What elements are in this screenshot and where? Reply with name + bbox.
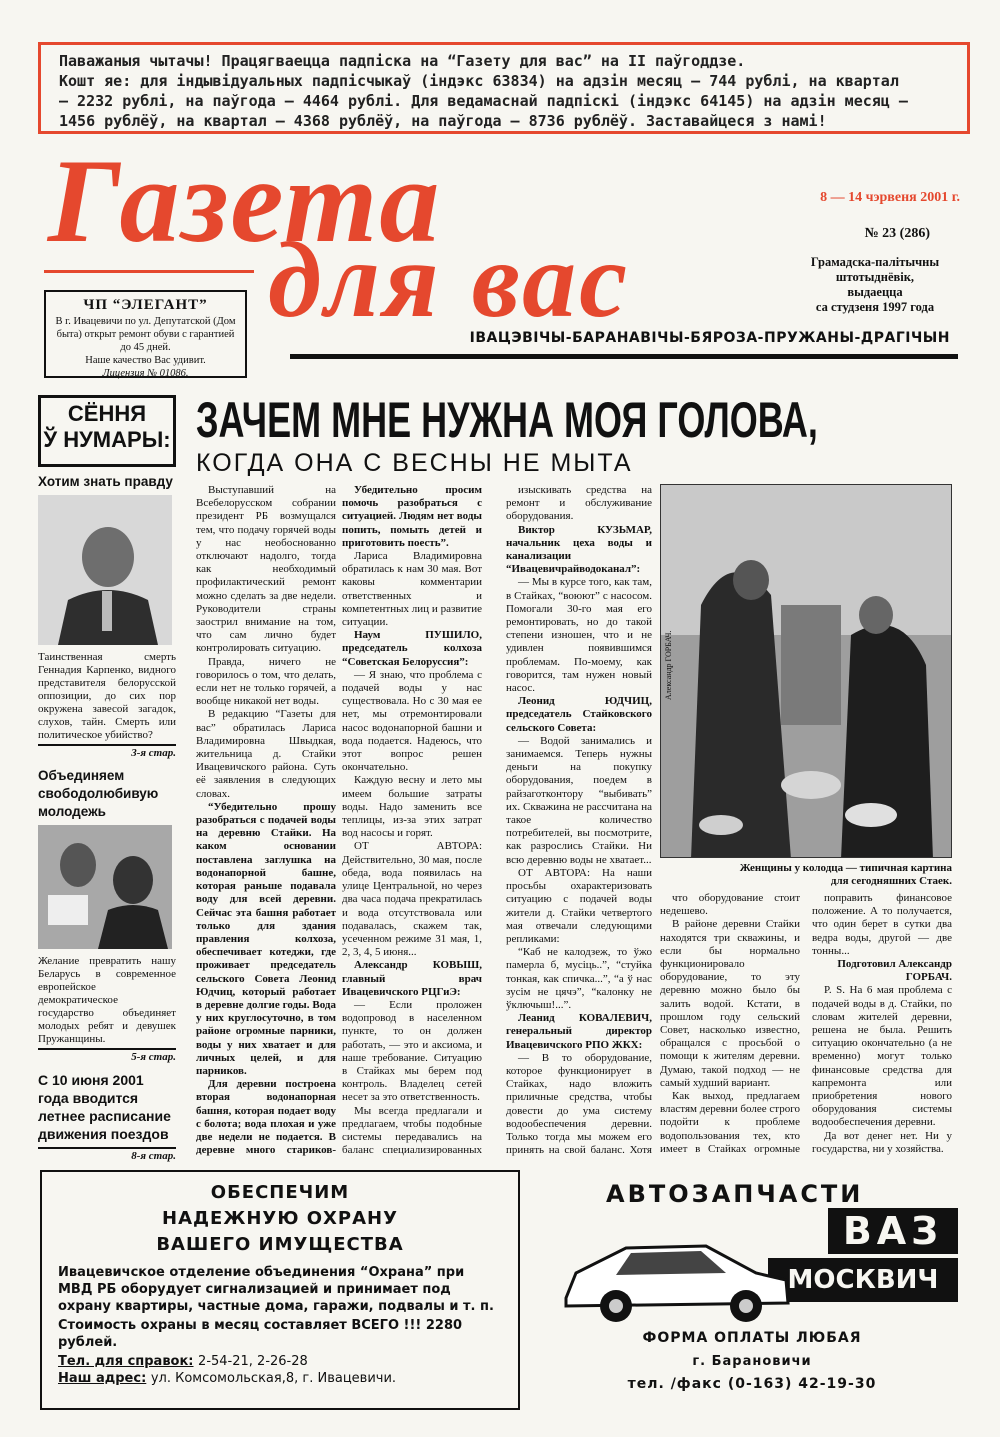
paragraph: Для деревни построена вторая водонапорная башня, которая подает воду с болота; вода плохая и уже две недели не подается. В деревне много стариков- <box>196 1078 336 1156</box>
vaz-badge: ВАЗ <box>828 1208 958 1254</box>
address-value: ул. Комсомольская,8, г. Ивацевичи. <box>150 1371 397 1386</box>
paragraph: изыскивать средства на ремонт и обслуживание оборудования. <box>506 484 652 523</box>
paragraph: Убедительно просим помочь разобраться с ситуацией. Людям нет воды попить, помыть детей и приготовить поесть”. <box>342 484 482 549</box>
paragraph: “Каб не калодзеж, то ўжо памерла б, мусіць..”, “стуйка тонкая, как спичка...”, “а ў нас зусім не цячэ”, “калонку не ўключыш!...”. <box>506 946 652 1011</box>
paragraph: — В то оборудование, которое функционирует в Стайках, надо вложить приличные средства, чтобы довести до ума систему водообеспечения деревни. Только тогда мы можем его принять на свой баланс. Хотя <box>506 1051 652 1156</box>
moskvich-badge: МОСКВИЧ <box>768 1258 958 1302</box>
autoparts-ad <box>546 1170 958 1410</box>
photo-credit: Александр ГОРБАЧ. <box>664 630 673 700</box>
well-image <box>661 485 952 858</box>
elegant-ad-license: Лицензия № 01086. <box>102 368 189 379</box>
security-ad-price: Стоимость охраны в месяц составляет ВСЕГО !!! 2280 рублей. <box>58 1318 463 1350</box>
well-photo <box>660 484 952 858</box>
security-ad <box>40 1170 520 1410</box>
article-column-3 <box>506 484 652 1156</box>
sidebar-item-text: Желание превратить нашу Беларусь в современное европейское демократическое государство объединяет молодых ребят и девушек Пружанщины. <box>38 955 176 1045</box>
paragraph: Мы всегда предлагали и предлагаем, чтобы подобные системы передавались на баланс специализированных <box>342 1104 482 1156</box>
publication-info-line: Грамадска-палітычны <box>810 255 940 269</box>
sidebar-header <box>38 395 176 467</box>
caption-line: для сегодняшних Стаек. <box>830 875 952 887</box>
article-headline: ЗАЧЕМ МНЕ НУЖНА МОЯ ГОЛОВА, <box>196 392 818 448</box>
sidebar-item-kicker: Хотим знать правду <box>38 474 173 489</box>
caption-line: Женщины у колодца — типичная картина <box>739 862 952 874</box>
security-ad-heading: ВАШЕГО ИМУЩЕСТВА <box>156 1234 404 1255</box>
address-label: Наш адрес: <box>58 1371 147 1386</box>
sidebar-item-text: Таинственная смерть Геннадия Карпенко, видного представителя белорусской оппозиции, до сих пор окружена завесой загадок, слухов, тайн. Смерть или политическое убийство? <box>38 651 176 741</box>
sidebar-item-page[interactable]: 3-я стар. <box>38 744 176 759</box>
youth-photo <box>38 825 172 949</box>
masthead-divider <box>290 354 958 359</box>
masthead-subtitle: для вас <box>268 221 631 340</box>
author-signature: Подготовил Александр ГОРБАЧ. <box>837 958 952 984</box>
sidebar-item-page[interactable]: 8-я стар. <box>38 1147 176 1162</box>
sidebar-item-page[interactable]: 5-я стар. <box>38 1048 176 1063</box>
elegant-ad <box>44 290 247 378</box>
paragraph: что оборудование стоит недешево. <box>660 892 800 918</box>
city-name: г. Барановичи <box>692 1354 812 1369</box>
subscription-line: 1456 рублёў, на квартал — 4368 рублёў, на паўгода — 8736 рублёў. Заставайцеся з намі! <box>59 112 827 130</box>
elegant-ad-text2: Наше качество Вас удивит. <box>85 355 206 366</box>
security-ad-heading: НАДЕЖНУЮ ОХРАНУ <box>162 1208 398 1229</box>
sidebar-item-kicker: С 10 июня 2001 года вводится летнее расписание движения поездов <box>38 1072 171 1142</box>
paragraph: Каждую весну и лето мы имеем большие затраты воды. Надо заменить все теплицы, из-за этих затрат вод насосы и горят. <box>342 774 482 840</box>
publication-info-line: выдаецца <box>847 285 903 299</box>
security-ad-address <box>42 1370 518 1387</box>
karpenko-photo <box>38 495 172 645</box>
article-column-2 <box>342 484 482 1156</box>
paragraph: — Я знаю, что проблема с подачей воды у нас существовала. Но с 30 мая ее нет, мы отремонтировали насос водонапорной башни и вода подается. Надеюсь, что этот вопрос решен окончательно. <box>342 668 482 774</box>
paragraph: ОТ АВТОРА: На наши просьбы охарактеризовать ситуацию с подачей воды жители д. Стайки четвертого мая отвечали следующими репликами: <box>506 866 652 945</box>
article-column-1 <box>196 484 336 1156</box>
security-ad-heading: ОБЕСПЕЧИМ <box>210 1182 350 1203</box>
elegant-ad-text: В г. Ивацевичи по ул. Депутатской (Дом быта) открыт ремонт обуви с гарантией до 45 дней. <box>55 316 236 353</box>
paragraph: “Убедительно прошу разобраться с подачей воды на деревню Стайки. На каком основании поставлена заглушка на водонапорной башне, которая раньше подавала воду для всей деревни. Сейчас эта башня работает только для здания правления колхоза, обеспечивает котеджи, где проживает председатель сельского Совета Леонид Юдчиц, который работает в деревне долгие годы. Вода у них круглосуточно, в том районе огромные парники, воды у них хватает и для личных целей, и для парников. <box>196 800 336 1077</box>
sidebar-header-line: СЁННЯ <box>67 401 147 426</box>
article-subhead: КОГДА ОНА С ВЕСНЫ НЕ МЫТА <box>196 449 633 477</box>
autoparts-title: АВТОЗАПЧАСТИ <box>606 1180 864 1208</box>
masthead-rule <box>44 270 254 273</box>
masthead-title: Газета <box>48 134 442 267</box>
publication-info <box>800 255 950 315</box>
paragraph: Да вот денег нет. Ни у государства, ни у хозяйства. <box>812 1129 952 1155</box>
issue-number: № 23 (286) <box>864 226 930 241</box>
paragraph: Виктор КУЗЬМАР, начальник цеха воды и канализации “Ивацевичрайводоканал”: <box>506 523 652 576</box>
paragraph: Правда, ничего не говорилось о том, что делать, если нет не только горячей, а вообще никакой нет воды. <box>196 655 336 708</box>
article-column-5 <box>812 892 952 1156</box>
paragraph: Леанид КОВАЛЕВИЧ, генеральный директор Ивацевичского РПО ЖКХ: <box>506 1012 652 1051</box>
subscription-line: Паважаныя чытачы! Працягваецца падпіска на “Газету для вас” на II паўгоддзе. <box>59 52 746 70</box>
autoparts-phone: тел. /факс (0-163) 42-19-30 <box>627 1376 877 1392</box>
security-ad-text: Ивацевичское отделение объединения “Охрана” при МВД РБ оборудует сигнализацией и принимает под охрану квартиры, частные дома, гаражи, подвалы и т. п. <box>58 1265 494 1314</box>
towns-strip: ІВАЦЭВІЧЫ-БАРАНАВІЧЫ-БЯРОЗА-ПРУЖАНЫ-ДРАГІЧЫН <box>469 330 950 346</box>
paragraph: В районе деревни Стайки находятся три скважины, и если бы нормально функционировало оборудование, то эту деревню можно было бы залить водой. Кстати, в прошлом году сельский Совет, насколько известно, обращался с просьбой о помощи к жителям деревни. Думаю, такой подход — не самый худший вариант. <box>660 918 800 1089</box>
photo-caption <box>680 862 952 888</box>
sidebar-item-kicker: Объединяем свободолюбивую молодежь <box>38 768 159 819</box>
phone-label: Тел. для справок: <box>58 1354 194 1369</box>
subscription-line: Кошт яе: для індывідуальных падпісчыкаў (індэкс 63834) на адзін месяц — 744 рублі, на квартал <box>59 72 899 90</box>
paragraph: Наум ПУШИЛО, председатель колхоза “Советская Белоруссия”: <box>342 629 482 668</box>
sidebar-header-line: Ў НУМАРЫ: <box>43 427 171 452</box>
security-ad-phone <box>42 1351 518 1370</box>
subscription-notice <box>38 42 970 134</box>
payment-note: ФОРМА ОПЛАТЫ ЛЮБАЯ <box>642 1330 862 1346</box>
publication-info-line: са студзеня 1997 года <box>815 300 935 314</box>
publication-info-line: штотыднёвік, <box>835 270 915 284</box>
paragraph: P. S. На 6 мая проблема с подачей воды в д. Стайки, по словам жителей деревни, решена не была. Решить ситуацию окончательно (а не временно) могут только финансовые средства для капремонта или приобретения нового оборудования системы водообеспечения деревни. <box>812 984 952 1129</box>
paragraph: — Мы в курсе того, как там, в Стайках, “воюют” с насосом. Помогали 30-го мая его ремонтировать, но до такой степени изношен, что и не удивлен появившимся проблемам. По-моему, как говорится, там нужен новый насос. <box>506 576 652 695</box>
in-this-issue-sidebar <box>38 395 176 1162</box>
issue-date: 8 — 14 чэрвеня 2001 г. <box>820 190 960 205</box>
paragraph: Выступавший на Всебелорусском собрании президент РБ возмущался тем, что подачу горячей воды у нас необоснованно отключают надолго, тогда как необходимый профилактический ремонт можно сделать за две недели. Руководители страны заострил внимание на том, что сам лично будет контролировать ситуацию. <box>196 484 336 655</box>
paragraph: поправить финансовое положение. А то получается, что один берет в сутки два ведра воды, другой — две тонны... <box>812 892 952 957</box>
article-column-4 <box>660 892 800 1156</box>
paragraph: В редакцию “Газеты для вас” обратилась Лариса Владимировна Швыдкая, жительница д. Стайки Ивацевичского района. Суть её заявления в следующих словах. <box>196 708 336 800</box>
portrait-image <box>38 495 172 645</box>
paragraph: Лариса Владимировна обратилась к нам 30 мая. Вот каковы комментарии ответственных и компетентных лиц и развитие ситуации. <box>342 550 482 629</box>
paragraph: Александр КОВЫШ, главный врач Ивацевичского РЦГиЭ: <box>342 959 482 998</box>
phone-number: 2-54-21, 2-26-28 <box>198 1354 308 1369</box>
paragraph: — Водой занимались и занимаемся. Теперь нужны деньги на покупку оборудования, поедем в райзаготконтору “выбивать” их. Скважина не рассчитана на такое количество потребителей, вы посмотрите, как разрослись Стайки. Ни всю деревню воды не хватает... <box>506 734 652 866</box>
youth-image <box>38 825 172 949</box>
paragraph: Как выход, предлагаем властям деревни более строго подойти к проблеме водопользования тех, кто имеет в Стайках огромные <box>660 1090 800 1155</box>
paragraph: Леонид ЮДЧИЦ, председатель Стайковского сельского Совета: <box>506 695 652 734</box>
paragraph: — Если проложен водопровод в населенном пункте, то он должен работать, — это и аксиома, и наше требование. Ситуацию в Стайках мы берем под контроль. Владелец сетей несет за это ответственность. <box>342 998 482 1104</box>
paragraph: ОТ АВТОРА: Действительно, 30 мая, после обеда, вода появилась на улице Центральной, но через два часа подача прекратилась и вода отсутствовала или подавалась, скажем так, усеченном режиме 31 мая, 1, 2, 3, 4, 5 июня... <box>342 840 482 959</box>
subscription-line: — 2232 рублі, на паўгода — 4464 рублі. Для ведамаснай падпіскі (індэкс 64145) на адзін месяц — <box>59 92 908 110</box>
elegant-ad-title: ЧП “ЭЛЕГАНТ” <box>83 297 208 313</box>
car-icon <box>556 1218 796 1328</box>
